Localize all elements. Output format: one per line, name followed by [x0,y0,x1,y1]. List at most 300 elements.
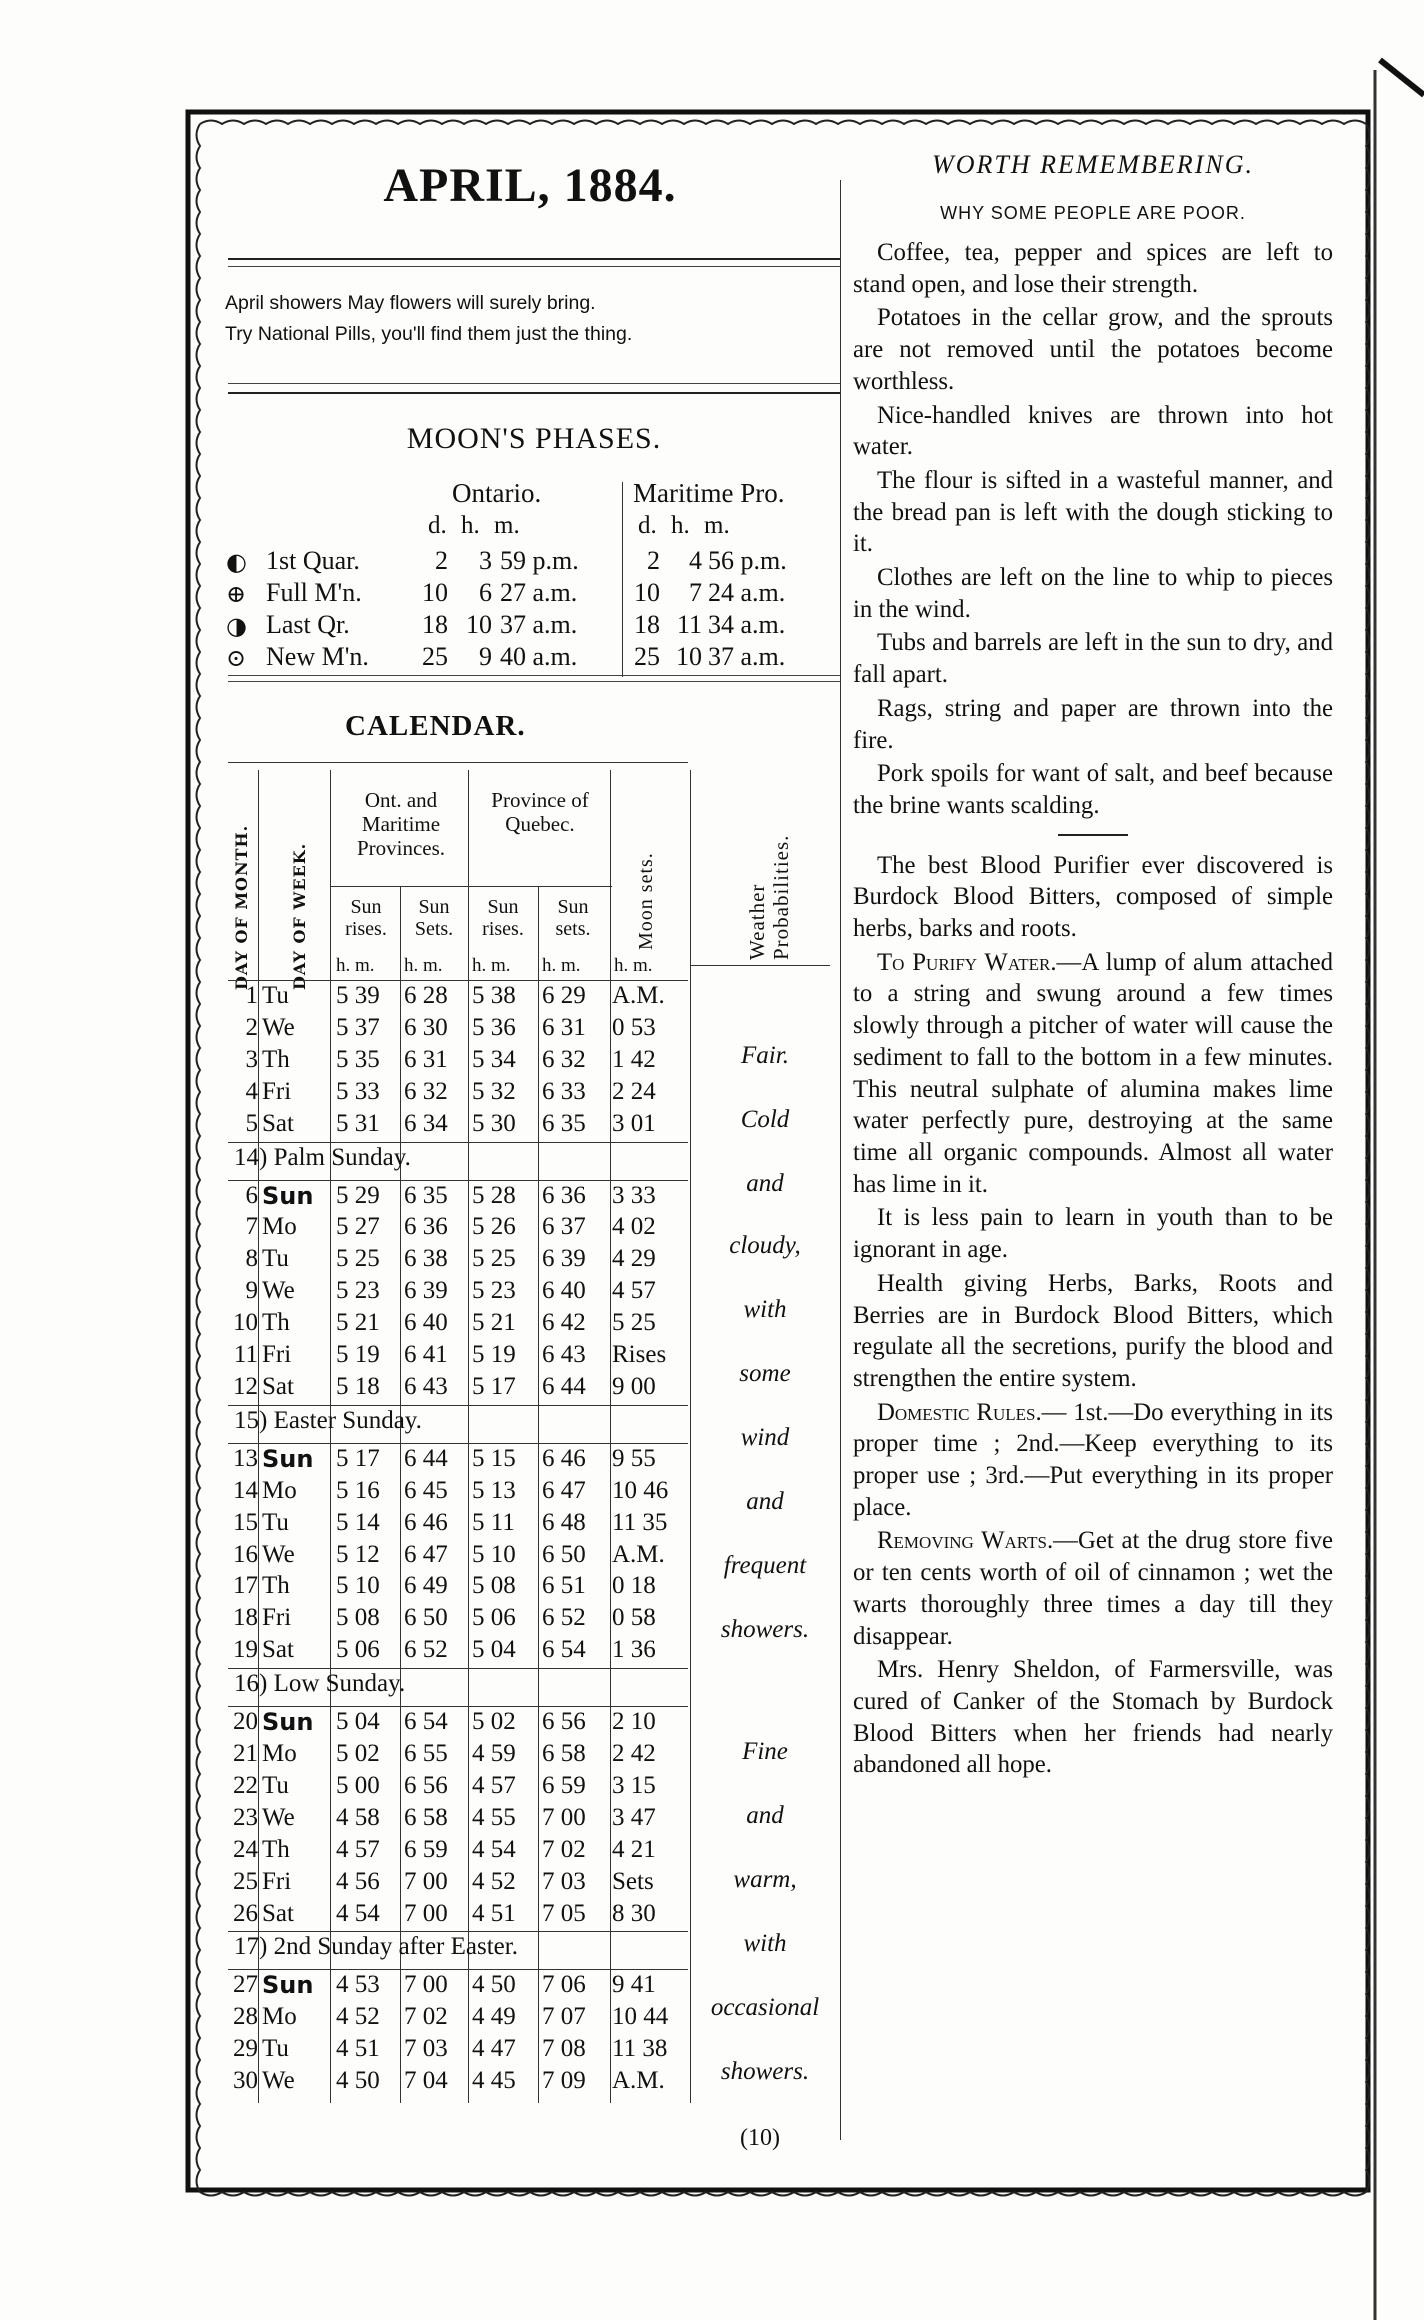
day-of-week: Sat [262,1372,294,1400]
ont-sun-rises: 5 10 [336,1572,380,1600]
moon-units-ontario: d. h. m. [428,512,520,539]
moon-ont-day: 2 [435,546,448,575]
moon-sets: 9 00 [612,1372,656,1400]
weather-word: some [739,1360,791,1387]
que-sun-rises: 5 34 [472,1045,516,1073]
column-rule [690,770,691,2103]
ont-sun-sets: 7 02 [404,2003,448,2031]
calendar-row [228,1900,688,1932]
day-of-month: 20 [233,1708,258,1736]
que-sun-sets: 7 03 [542,1867,586,1895]
day-of-week: Sun [262,1444,314,1473]
ont-sun-sets: 6 52 [404,1636,448,1664]
que-sun-sets: 6 44 [542,1372,586,1400]
ont-sun-sets: 6 43 [404,1372,448,1400]
que-sun-rises: 4 52 [472,1867,516,1895]
calendar-row [228,1014,688,1046]
ont-sun-sets: 6 34 [404,1109,448,1137]
que-sun-rises: 4 51 [472,1899,516,1927]
que-sun-rises: 5 38 [472,982,516,1009]
day-of-month: 2 [245,1013,258,1041]
calendar-title: CALENDAR. [345,710,526,742]
day-of-month: 29 [233,2035,258,2063]
day-of-month: 24 [233,1835,258,1863]
que-sun-rises: 5 36 [472,1013,516,1041]
verse-rule-top [228,392,840,394]
day-of-month: 21 [233,1740,258,1767]
moon-phase-name: 1st Quar. [266,546,360,575]
para-purify-water [853,947,1333,1201]
que-sun-sets: 7 05 [542,1899,586,1927]
que-sun-sets: 7 07 [542,2003,586,2031]
full-moon-icon: ⊕ [226,580,247,608]
day-of-month: 16 [233,1540,258,1568]
day-of-week: We [262,1277,295,1305]
ont-sun-sets: 6 55 [404,1740,448,1767]
day-of-week: Mo [262,2003,297,2031]
para-knives: Nice-handled knives are thrown into hot water. [853,401,1333,461]
que-sun-rises: 4 50 [472,1971,516,1999]
que-sun-sets: 6 33 [542,1077,586,1105]
new-moon-icon: ⊙ [226,644,247,672]
ont-sun-rises: 5 12 [336,1540,380,1568]
que-sun-sets: 6 46 [542,1444,586,1472]
moon-sets: 4 57 [612,1277,656,1305]
ont-sun-sets: 6 32 [404,1077,448,1105]
moon-ont-hour: 3 [479,546,492,575]
calendar-row [228,1309,688,1341]
day-of-week: Th [262,1045,290,1073]
que-sun-rises: 5 28 [472,1181,516,1209]
moon-mar-hour: 10 [676,642,702,671]
ont-sun-rises: 5 37 [336,1013,380,1041]
ont-sun-rises: 5 29 [336,1181,380,1209]
calendar-row [228,1541,688,1573]
ont-sun-sets: 6 59 [404,1835,448,1863]
moon-mar-min: 56 p.m. [708,546,787,575]
moon-mar-min: 34 a.m. [708,610,786,639]
calendar-row [228,1277,688,1309]
moon-sets: 1 42 [612,1045,656,1073]
calendar-row [228,1804,688,1836]
que-sun-sets: 6 39 [542,1245,586,1273]
sunday-heading: 14) Palm Sunday. [234,1143,411,1171]
hm-que-rise: h. m. [472,955,511,976]
header-day-of-month: DAY OF MONTH. [232,824,251,990]
ont-sun-rises: 5 33 [336,1077,380,1105]
header-moon-sets: Moon sets. [635,852,657,950]
calendar-row [228,1213,688,1245]
cal-top-rule [228,762,688,763]
day-of-month: 15 [233,1508,258,1536]
calendar-row [228,982,688,1014]
ont-sun-rises: 5 25 [336,1245,380,1273]
ont-sun-sets: 7 00 [404,1971,448,1999]
sunday-heading: 15) Easter Sunday. [234,1406,422,1434]
last-quarter-icon: ◑ [226,612,247,640]
moon-sets: Sets [612,1867,654,1895]
ont-sun-sets: 6 54 [404,1708,448,1736]
para-learn-youth: It is less pain to learn in youth than to be ignorant in age. [853,1204,1333,1264]
day-of-month: 4 [245,1077,258,1105]
weather-word: showers. [720,2058,810,2085]
ont-sun-sets: 6 44 [404,1444,448,1472]
moon-phase-name: Last Qr. [266,610,350,639]
que-sun-sets: 6 52 [542,1604,586,1632]
day-of-week: Sun [262,1708,314,1737]
ont-sun-sets: 6 50 [404,1604,448,1632]
title-rule-top [228,258,840,260]
ont-sun-rises: 5 18 [336,1372,380,1400]
que-sun-sets: 7 08 [542,2035,586,2063]
que-sun-sets: 6 48 [542,1508,586,1536]
que-sun-sets: 6 43 [542,1341,586,1368]
sunday-heading: 17) 2nd Sunday after Easter. [234,1933,518,1961]
day-of-month: 26 [233,1899,258,1927]
ont-sun-rises: 5 02 [336,1740,380,1767]
sunday-rule [228,1405,688,1406]
day-of-month: 6 [245,1181,258,1209]
removing-warts-head: Removing Warts. [877,1527,1054,1555]
header-weather: Weather Probabilities. [745,834,793,960]
header-sun-rises-que: Sun rises. [482,896,524,940]
ont-sun-sets: 7 00 [404,1867,448,1895]
moon-sets: 11 35 [612,1508,668,1536]
para-coffee: Coffee, tea, pepper and spices are left to stand open, and lose their strength. [853,239,1333,298]
que-sun-rises: 5 21 [472,1309,516,1337]
ont-sun-rises: 5 21 [336,1309,380,1337]
day-of-month: 17 [233,1572,258,1600]
day-of-month: 27 [233,1971,258,1999]
day-of-week: Tu [262,1771,289,1799]
moon-mar-day: 10 [634,578,660,607]
moon-sets: 2 24 [612,1077,656,1105]
calendar-row [228,2035,688,2067]
header-sun-sets-que: Sun sets. [555,896,591,940]
que-sun-rises: 5 30 [472,1109,516,1137]
sunday-heading: 16) Low Sunday. [234,1670,406,1698]
day-of-month: 28 [233,2003,258,2031]
que-sun-rises: 5 19 [472,1341,516,1368]
day-of-month: 1 [245,982,258,1009]
calendar-row [228,1477,688,1509]
sunday-rule [228,1931,688,1932]
que-sun-sets: 7 06 [542,1971,586,1999]
que-sun-rises: 5 13 [472,1476,516,1504]
hm-ont-set: h. m. [404,955,443,976]
calendar-row [228,1509,688,1541]
ont-sun-rises: 5 14 [336,1508,380,1536]
para-removing-warts [853,1525,1333,1652]
moon-mar-min: 37 a.m. [708,642,786,671]
day-of-week: Sat [262,1636,294,1664]
section-rule [1058,834,1128,836]
para-flour: The flour is sifted in a wasteful manner, and the bread pan is left with the dough sticking to it. [853,466,1333,558]
ont-sun-sets: 6 56 [404,1771,448,1799]
que-sun-sets: 7 02 [542,1835,586,1863]
ont-sun-rises: 5 31 [336,1109,380,1137]
weather-word: showers. [720,1616,810,1643]
moon-sets: 0 53 [612,1013,656,1041]
weather-word: Fair. [741,1042,789,1069]
que-sun-sets: 6 36 [542,1181,586,1209]
domestic-rules-head: Domestic Rules. [877,1398,1042,1426]
que-sun-sets: 7 09 [542,2067,586,2095]
weather-word: and [746,1802,784,1829]
ont-sun-rises: 5 35 [336,1045,380,1073]
day-of-month: 11 [233,1341,258,1368]
moon-rule-2 [228,681,840,682]
day-of-month: 7 [245,1213,258,1241]
day-of-month: 25 [233,1867,258,1895]
ont-sun-sets: 6 49 [404,1572,448,1600]
ont-sun-sets: 6 38 [404,1245,448,1273]
day-of-week: Mo [262,1213,297,1241]
title-rule-thin [228,266,840,267]
calendar-row [228,1604,688,1636]
calendar-row [228,1245,688,1277]
para-tubs: Tubs and barrels are left in the sun to dry, and fall apart. [853,629,1333,689]
day-of-week: Fri [262,1867,292,1895]
moon-sets: A.M. [612,1540,665,1568]
que-sun-sets: 6 42 [542,1309,586,1337]
verse-rule-thin [228,383,840,384]
moon-ont-day: 25 [422,642,448,671]
que-sun-rises: 5 04 [472,1636,516,1664]
que-sun-sets: 6 59 [542,1771,586,1799]
ont-sun-rises: 4 57 [336,1835,380,1863]
calendar-row [228,1740,688,1772]
que-sun-sets: 6 58 [542,1740,586,1767]
day-of-month: 3 [245,1045,258,1073]
que-sun-rises: 4 45 [472,2067,516,2095]
ont-sun-rises: 5 27 [336,1213,380,1241]
moon-sets: A.M. [612,2067,665,2095]
day-of-month: 14 [233,1476,258,1504]
ont-sun-sets: 6 28 [404,982,448,1009]
calendar-row [228,1636,688,1668]
worth-remembering-title: WORTH REMEMBERING. [932,150,1254,179]
weather-word: warm, [733,1866,797,1893]
que-sun-sets: 6 47 [542,1476,586,1504]
calendar-row [228,1868,688,1900]
sunday-rule [228,1706,688,1707]
header-sun-rises-ont: Sun rises. [345,896,387,940]
ont-sun-rises: 5 39 [336,982,380,1009]
ont-sun-rises: 4 58 [336,1803,380,1831]
sunday-rule [228,1142,688,1143]
day-of-week: Tu [262,982,289,1009]
day-of-month: 19 [233,1636,258,1664]
moon-col-maritime: Maritime Pro. [633,478,785,508]
moon-sets: 9 41 [612,1971,656,1999]
que-sun-sets: 6 32 [542,1045,586,1073]
day-of-week: Fri [262,1077,292,1105]
moon-sets: Rises [612,1341,667,1368]
purify-water-body: —A lump of alum attached to a string and swung around a few times slowly through a pitcher of water will cause the sediment to fall to the bottom in a few minutes. This neutral sulphate of alumina makes lime water perfectly pure, destroying at the same time all organic compounds. Almost all water has lime in it. [853,948,1334,1198]
weather-word: and [746,1170,784,1197]
ont-sun-rises: 4 52 [336,2003,380,2031]
sunday-rule [228,1969,688,1970]
moon-sets: 10 44 [612,2003,669,2031]
weather-word: with [743,1930,787,1957]
moon-sets: 5 25 [612,1309,656,1337]
day-of-week: We [262,1540,295,1568]
ont-sun-sets: 6 47 [404,1540,448,1568]
day-of-month: 18 [233,1604,258,1632]
calendar-row [228,1182,688,1214]
day-of-month: 5 [245,1109,258,1137]
para-testimonial: Mrs. Henry Sheldon, of Farmersville, was cured of Canker of the Stomach by Burdock Blood Bitters when her friends had nearly abandoned all hope. [853,1656,1333,1779]
day-of-week: Mo [262,1476,297,1504]
ont-sun-rises: 5 00 [336,1771,380,1799]
que-sun-sets: 6 40 [542,1277,586,1305]
moon-units-maritime: d. h. m. [638,512,730,539]
moon-sets: A.M. [612,982,665,1009]
weather-word: Fine [742,1738,788,1765]
ont-sun-rises: 5 08 [336,1604,380,1632]
que-sun-rises: 5 25 [472,1245,516,1273]
moon-sets: 11 38 [612,2035,668,2063]
hm-ont-rise: h. m. [336,955,375,976]
day-of-week: Fri [262,1341,292,1368]
calendar-row [228,1373,688,1405]
sunday-rule [228,1668,688,1669]
day-of-month: 9 [245,1277,258,1305]
day-of-week: We [262,1803,295,1831]
moon-sets: 0 58 [612,1604,656,1632]
weather-word: frequent [723,1552,807,1579]
domestic-rules-body: — 1st.—Do everything in its proper time ; 2nd.—Keep everything to its proper use ; 3rd.—Put everything in its proper place. [853,1398,1333,1521]
moon-divider [622,482,623,677]
moon-sets: 3 33 [612,1181,656,1209]
day-of-week: Tu [262,2035,289,2063]
purify-water-head: To Purify Water. [877,948,1057,976]
moon-sets: 3 01 [612,1109,656,1137]
moon-ont-hour: 9 [479,642,492,671]
que-sun-rises: 5 11 [472,1508,515,1536]
ont-sun-sets: 6 58 [404,1803,448,1831]
day-of-week: Sat [262,1109,294,1137]
calendar-row [228,1772,688,1804]
day-of-week: We [262,2067,295,2095]
ont-sun-sets: 7 00 [404,1899,448,1927]
day-of-week: Th [262,1572,290,1600]
ont-sun-sets: 6 46 [404,1508,448,1536]
calendar-row [228,1078,688,1110]
moon-mar-hour: 4 [689,546,702,575]
para-pork: Pork spoils for want of salt, and beef because the brine wants scalding. [853,760,1333,819]
day-of-week: We [262,1013,295,1041]
day-of-week: Th [262,1835,290,1863]
que-sun-rises: 4 57 [472,1771,516,1799]
moon-ont-day: 18 [422,610,448,639]
que-sun-sets: 6 56 [542,1708,586,1736]
para-clothes: Clothes are left on the line to whip to pieces in the wind. [853,564,1333,623]
weather-header-rule [690,965,830,966]
weather-word: wind [740,1424,790,1451]
weather-word: occasional [710,1994,820,2021]
moon-mar-day: 2 [647,546,660,575]
que-sun-rises: 5 26 [472,1213,516,1241]
day-of-week: Sun [262,1971,314,2000]
moon-sets: 10 46 [612,1476,669,1504]
moon-sets: 1 36 [612,1636,656,1664]
que-sun-sets: 6 51 [542,1572,586,1600]
que-sun-rises: 4 55 [472,1803,516,1831]
ont-sun-sets: 6 45 [404,1476,448,1504]
para-potatoes: Potatoes in the cellar grow, and the sprouts are not removed until the potatoes become worthless. [853,304,1333,395]
moon-ont-min: 59 p.m. [500,546,579,575]
day-of-month: 13 [233,1444,258,1472]
que-sun-rises: 5 10 [472,1540,516,1568]
que-sun-rises: 5 06 [472,1604,516,1632]
header-sun-sets-ont: Sun Sets. [414,896,454,940]
page-title: APRIL, 1884. [383,159,677,212]
moon-ont-min: 27 a.m. [500,578,578,607]
weather-word: cloudy, [729,1232,801,1259]
day-of-week: Fri [262,1604,292,1632]
moon-phases-title: MOON'S PHASES. [406,422,662,455]
day-of-month: 30 [233,2067,258,2095]
day-of-week: Mo [262,1740,297,1767]
ont-sun-sets: 6 31 [404,1045,448,1073]
que-sun-rises: 4 47 [472,2035,516,2063]
header-day-of-week: DAY OF WEEK. [290,842,309,990]
ont-sun-rises: 4 56 [336,1867,380,1895]
right-column-text [853,237,1333,1783]
que-sun-rises: 4 49 [472,2003,516,2031]
day-of-month: 8 [245,1245,258,1273]
day-of-month: 12 [233,1372,258,1400]
header-quebec: Province of Quebec. [491,788,589,836]
que-sun-sets: 6 54 [542,1636,586,1664]
calendar-row [228,1836,688,1868]
que-sun-rises: 5 32 [472,1077,516,1105]
ont-sun-rises: 4 51 [336,2035,380,2063]
moon-rule-1 [228,675,840,676]
ont-sun-rises: 4 54 [336,1899,380,1927]
weather-word: and [746,1488,784,1515]
moon-sets: 4 29 [612,1245,656,1273]
moon-mar-min: 24 a.m. [708,578,786,607]
day-of-month: 22 [233,1771,258,1799]
ont-sun-sets: 7 03 [404,2035,448,2063]
ont-sun-sets: 7 04 [404,2067,448,2095]
ont-sun-sets: 6 40 [404,1309,448,1337]
que-sun-rises: 5 23 [472,1277,516,1305]
moon-sets: 2 10 [612,1708,656,1736]
header-bottom-rule [228,980,688,981]
day-of-month: 23 [233,1803,258,1831]
day-of-month: 10 [233,1309,258,1337]
day-of-week: Th [262,1309,290,1337]
calendar-row [228,2067,688,2099]
moon-mar-day: 18 [634,610,660,639]
calendar-row [228,2003,688,2035]
que-sun-rises: 5 17 [472,1372,516,1400]
moon-sets: 3 47 [612,1803,656,1831]
ont-sun-rises: 5 17 [336,1444,380,1472]
header-subrule [330,886,612,887]
ont-sun-rises: 5 23 [336,1277,380,1305]
ont-sun-sets: 6 35 [404,1181,448,1209]
moon-mar-day: 25 [634,642,660,671]
column-divider [840,180,841,2140]
ont-sun-rises: 5 06 [336,1636,380,1664]
moon-sets: 4 21 [612,1835,656,1863]
ont-sun-rises: 4 53 [336,1971,380,1999]
